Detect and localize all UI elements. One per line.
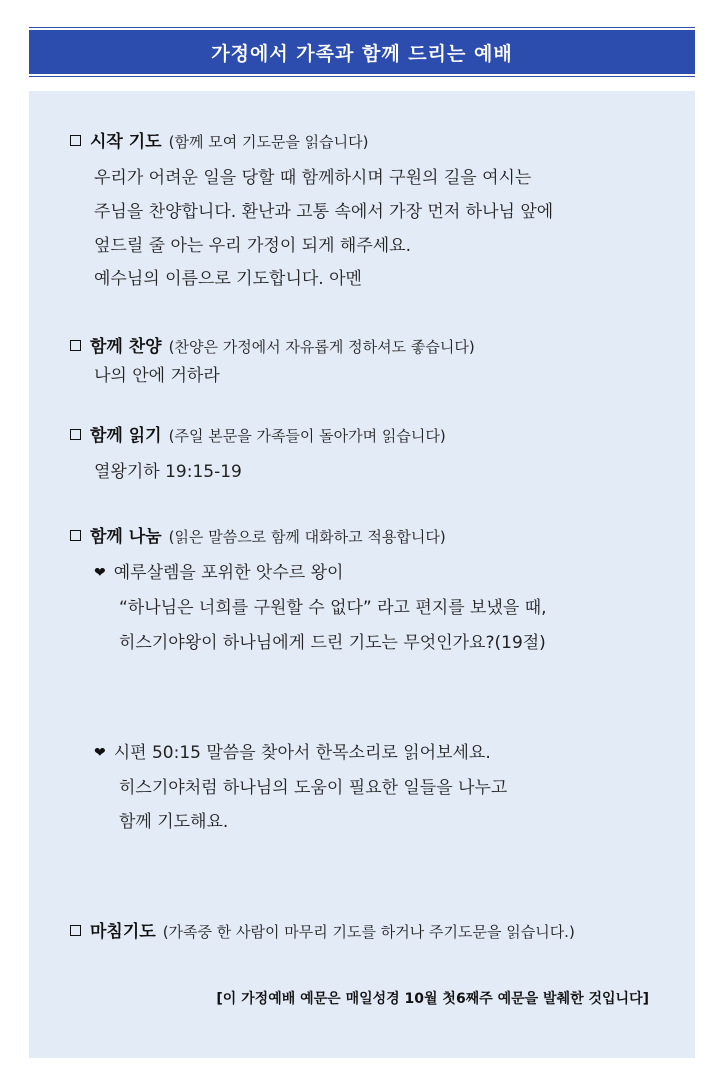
section-title: 마침기도 [90, 922, 156, 942]
section-hymn-header [70, 332, 475, 357]
sharing-activity [94, 738, 491, 763]
question-line: “하나님은 너희를 구원할 수 없다” 라고 편지를 보냈을 때, [119, 598, 547, 618]
section-note: (함께 모여 기도문을 읽습니다) [168, 133, 369, 151]
section-note: (읽은 말씀으로 함께 대화하고 적용합니다) [168, 528, 446, 546]
page-title: 가정에서 가족과 함께 드리는 예배 [29, 30, 695, 74]
activity-line: 히스기야처럼 하나님의 도움이 필요한 일들을 나누고 [119, 778, 508, 798]
section-title: 함께 나눔 [90, 527, 162, 547]
section-title: 함께 읽기 [90, 426, 162, 446]
section-title: 시작 기도 [90, 132, 162, 152]
hymn-title: 나의 안에 거하라 [94, 366, 220, 386]
heart-icon: ❤ [94, 565, 106, 581]
scripture-reference: 열왕기하 19:15-19 [94, 462, 242, 482]
question-line: 히스기야왕이 하나님에게 드린 기도는 무엇인가요?(19절) [119, 633, 546, 653]
sharing-question [94, 558, 343, 583]
header-banner [29, 27, 695, 77]
worship-panel [29, 91, 695, 1058]
section-sharing-header [70, 522, 446, 547]
checkbox-icon [70, 429, 81, 440]
checkbox-icon [70, 530, 81, 541]
section-note: (가족중 한 사람이 마무리 기도를 하거나 주기도문을 읽습니다.) [162, 923, 575, 941]
heart-icon: ❤ [94, 745, 106, 761]
source-note: [이 가정예배 예문은 매일성경 10월 첫6째주 예문을 발췌한 것입니다] [216, 991, 649, 1007]
section-reading-header [70, 421, 446, 446]
activity-text: 시편 50:15 말씀을 찾아서 한목소리로 읽어보세요. [113, 743, 491, 763]
section-note: (찬양은 가정에서 자유롭게 정하셔도 좋습니다) [168, 338, 475, 356]
section-title: 함께 찬양 [90, 337, 162, 357]
activity-line: 함께 기도해요. [119, 812, 229, 832]
prayer-line: 엎드릴 줄 아는 우리 가정이 되게 해주세요. [94, 236, 412, 256]
prayer-line: 예수님의 이름으로 기도합니다. 아멘 [94, 269, 362, 289]
section-closing-prayer-header [70, 917, 575, 942]
checkbox-icon [70, 925, 81, 936]
section-note: (주일 본문을 가족들이 돌아가며 읽습니다) [168, 427, 446, 445]
question-text: 예루살렘을 포위한 앗수르 왕이 [113, 563, 344, 583]
checkbox-icon [70, 135, 81, 146]
prayer-line: 우리가 어려운 일을 당할 때 함께하시며 구원의 길을 여시는 [94, 168, 532, 188]
section-opening-prayer-header [70, 127, 369, 152]
prayer-line: 주님을 찬양합니다. 환난과 고통 속에서 가장 먼저 하나님 앞에 [94, 202, 554, 222]
checkbox-icon [70, 340, 81, 351]
